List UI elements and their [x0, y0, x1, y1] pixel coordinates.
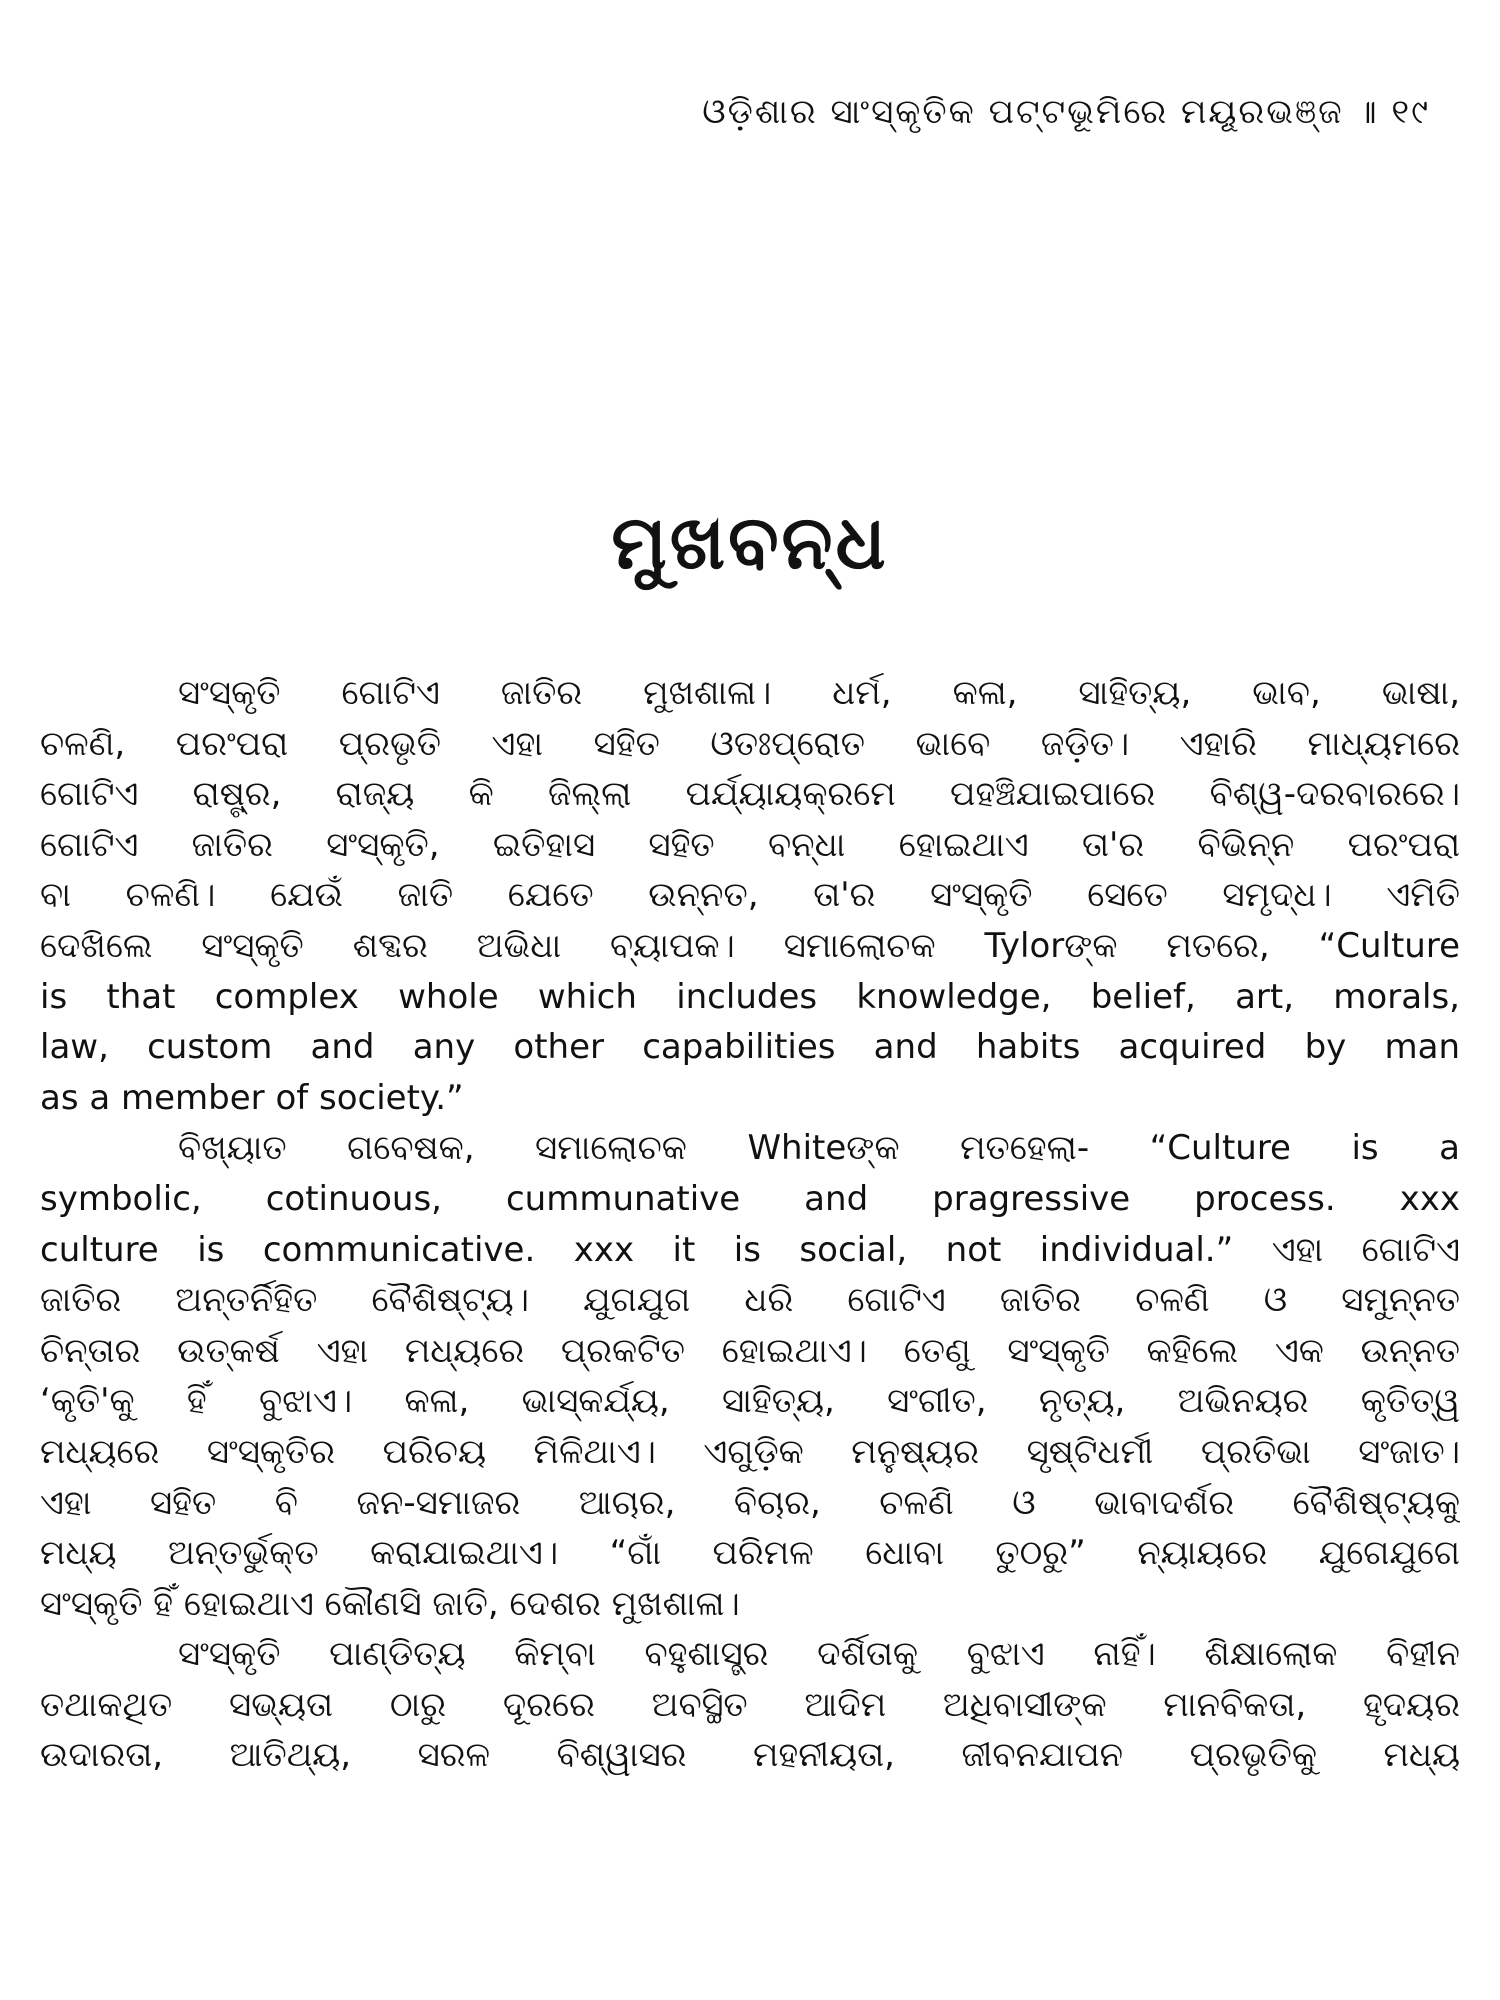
text-line: ଗୋଟିଏ ରାଷ୍ଟ୍ର, ରାଜ୍ୟ କି ଜିଲ୍ଲା ପର୍ଯ୍ୟାୟକ୍ରମେ ପହଞ୍ଚିଯାଇପାରେ ବିଶ୍ୱ-ଦରବାରରେ।	[40, 774, 1460, 815]
text-line: ତଥାକଥିତ ସଭ୍ୟତା ଠାରୁ ଦୂରରେ ଅବସ୍ଥିତ ଆଦିମ ଅଧିବାସୀଙ୍କ ମାନବିକତା, ହୃଦୟର	[40, 1684, 1460, 1725]
text-line: ବିଖ୍ୟାତ ଗବେଷକ, ସମାଲୋଚକ Whiteଙ୍କ ମତହେଲା- “Culture is a	[178, 1128, 1460, 1169]
text-line: ଜାତିର ଅନ୍ତର୍ନିହିତ ବୈଶିଷ୍ଟ୍ୟ। ଯୁଗଯୁଗ ଧରି ଗୋଟିଏ ଜାତିର ଚଳଣି ଓ ସମୁନ୍ନତ	[40, 1280, 1460, 1321]
text-line: law, custom and any other capabilities and habits acquired by man	[40, 1027, 1460, 1068]
text-line: ସଂସ୍କୃତି ପାଣ୍ଡିତ୍ୟ କିମ୍ବା ବହୁଶାସ୍ତ୍ର ଦର୍ଶିତାକୁ ବୁଝାଏ ନାହିଁ। ଶିକ୍ଷାଲୋକ ବିହୀନ	[178, 1634, 1460, 1675]
text-line: symbolic, cotinuous, cummunative and pragressive process. xxx	[40, 1178, 1460, 1219]
text-line: ସଂସ୍କୃତି ଗୋଟିଏ ଜାତିର ମୁଖଶାଳା। ଧର୍ମ, କଳା, ସାହିତ୍ୟ, ଭାବ, ଭାଷା,	[178, 673, 1460, 713]
text-line: ବା ଚଳଣି। ଯେଉଁ ଜାତି ଯେତେ ଉନ୍ନତ, ତା'ର ସଂସ୍କୃତି ସେତେ ସମୃଦ୍ଧ। ଏମିତି	[40, 875, 1460, 916]
paragraph-2	[40, 1123, 1460, 1629]
paragraph-1	[40, 668, 1460, 1123]
text-line: culture is communicative. xxx it is social, not individual.” ଏହା ଗୋଟିଏ	[40, 1229, 1460, 1270]
text-line: ଗୋଟିଏ ଜାତିର ସଂସ୍କୃତି, ଇତିହାସ ସହିତ ବନ୍ଧା ହୋଇଥାଏ ତା'ର ବିଭିନ୍ନ ପରଂପରା	[40, 824, 1460, 865]
text-line: ଚିନ୍ତାର ଉତ୍କର୍ଷ ଏହା ମଧ୍ୟରେ ପ୍ରକଟିତ ହୋଇଥାଏ। ତେଣୁ ସଂସ୍କୃତି କହିଲେ ଏକ ଉନ୍ନତ	[40, 1330, 1460, 1371]
text-line: ସଂସ୍କୃତି ହିଁ ହୋଇଥାଏ କୌଣସି ଜାତି, ଦେଶର ମୁଖଶାଳା।	[40, 1583, 740, 1624]
text-line: ମଧ୍ୟ ଅନ୍ତର୍ଭୁକ୍ତ କରାଯାଇଥାଏ। “ଗାଁ ପରିମଳ ଧୋବା ତୁଠରୁ” ନ୍ୟାୟରେ ଯୁଗେଯୁଗେ	[40, 1533, 1460, 1574]
text-line: ମଧ୍ୟରେ ସଂସ୍କୃତିର ପରିଚୟ ମିଳିଥାଏ। ଏଗୁଡ଼ିକ ମନୁଷ୍ୟର ସୃଷ୍ଟିଧର୍ମୀ ପ୍ରତିଭା ସଂଜାତ।	[40, 1431, 1460, 1472]
text-line: ଦେଖିଲେ ସଂସ୍କୃତି ଶବ୍ଦର ଅଭିଧା ବ୍ୟାପକ। ସମାଲୋଚକ Tylorଙ୍କ ମତରେ, “Culture	[40, 925, 1460, 966]
text-line: ଉଦାରତା, ଆତିଥ୍ୟ, ସରଳ ବିଶ୍ୱାସର ମହନୀୟତା, ଜୀବନଯାପନ ପ୍ରଭୃତିକୁ ମଧ୍ୟ	[40, 1735, 1460, 1776]
text-line: ‘କୃତି'କୁ ହିଁ ବୁଝାଏ। କଳା, ଭାସ୍କର୍ଯ୍ୟ, ସାହିତ୍ୟ, ସଂଗୀତ, ନୃତ୍ୟ, ଅଭିନୟର କୃତିତ୍ୱ	[40, 1381, 1460, 1422]
chapter-title: ମୁଖବନ୍ଧ	[611, 500, 889, 586]
text-line: ଏହା ସହିତ ବି ଜନ-ସମାଜର ଆଚାର, ବିଚାର, ଚଳଣି ଓ ଭାବାଦର୍ଶର ବୈଶିଷ୍ଟ୍ୟକୁ	[40, 1482, 1460, 1523]
text-line: as a member of society.”	[40, 1077, 464, 1118]
text-line: ଚଳଣି, ପରଂପରା ପ୍ରଭୃତି ଏହା ସହିତ ଓତଃପ୍ରୋତ ଭାବେ ଜଡ଼ିତ। ଏହାରି ମାଧ୍ୟମରେ	[40, 723, 1460, 764]
paragraph-3	[40, 1629, 1460, 1781]
body-text	[40, 668, 1460, 1781]
text-line: is that complex whole which includes knowledge, belief, art, morals,	[40, 976, 1460, 1017]
running-header: ଓଡ଼ିଶାର ସାଂସ୍କୃତିକ ପଟ୍ଟଭୂମିରେ ମୟୂରଭଞ୍ଜ ॥ ୧୯	[702, 92, 1430, 132]
